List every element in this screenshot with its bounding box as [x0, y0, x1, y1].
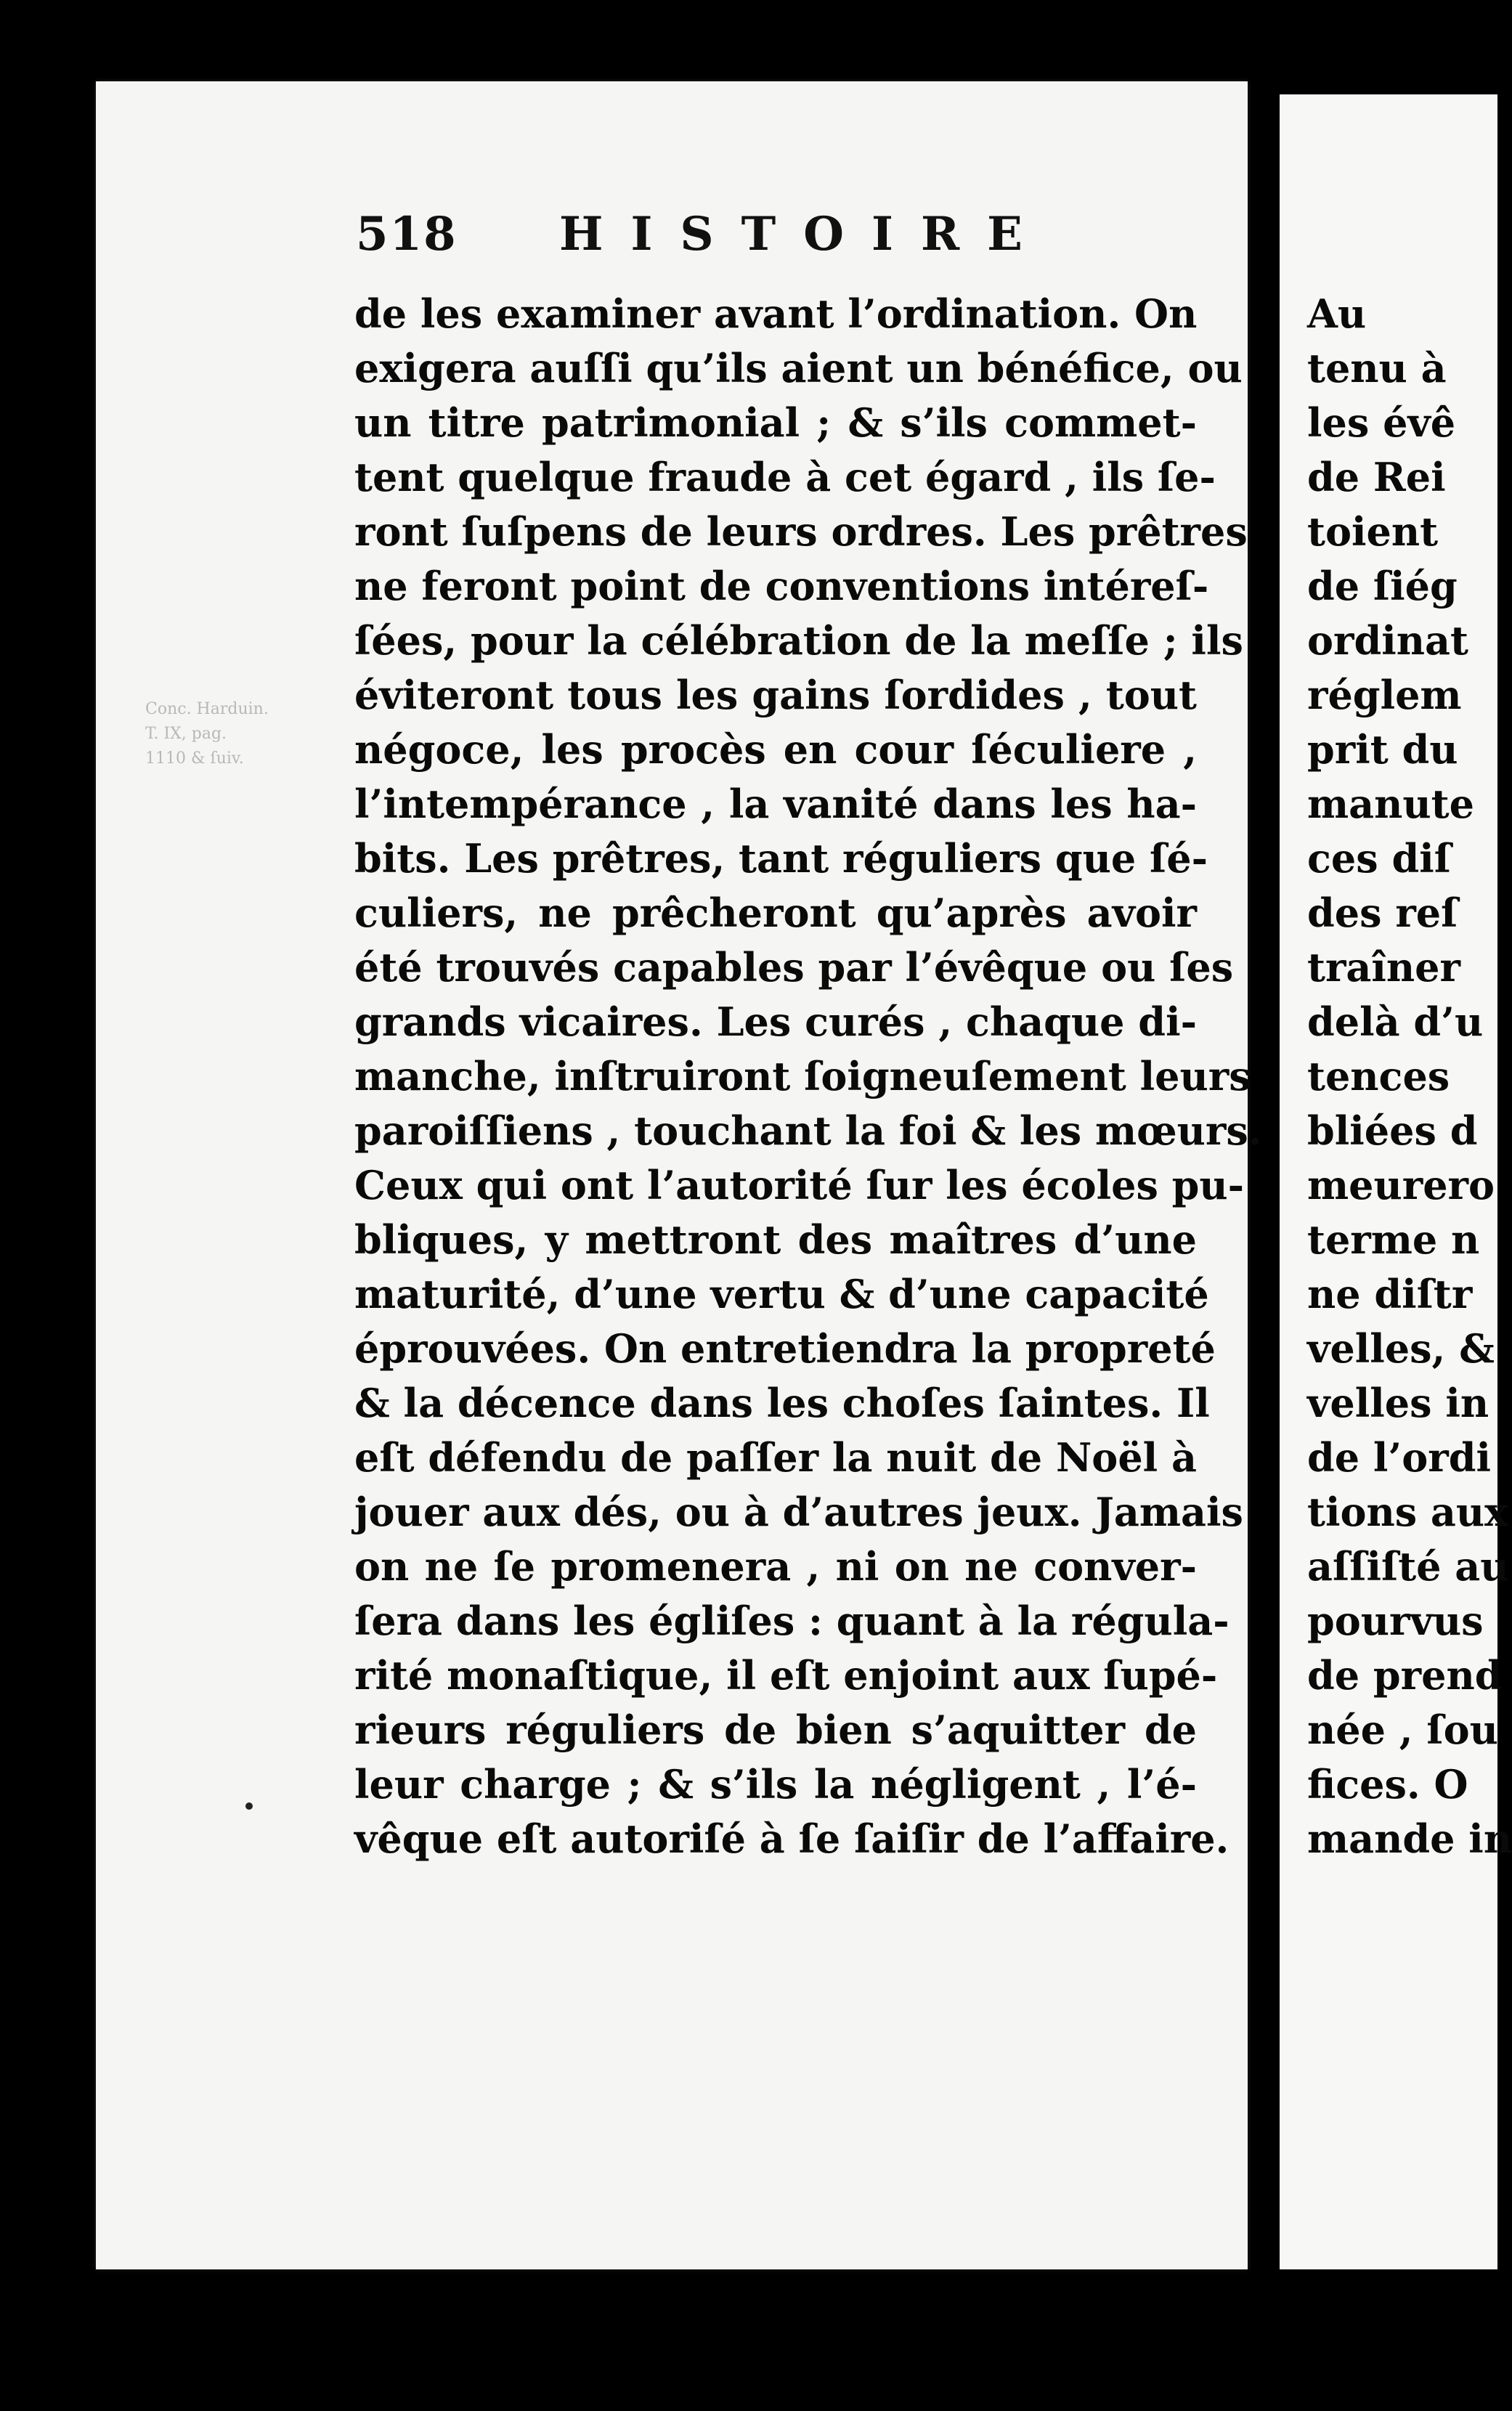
running-head — [356, 207, 1082, 272]
text-line: meurero — [1307, 1162, 1495, 1208]
text-line: leur charge ; & s’ils la négligent , l’é- — [354, 1761, 1197, 1808]
text-line: négoce, les procès en cour ſéculiere , — [354, 726, 1197, 773]
text-line: de Rei — [1307, 454, 1446, 500]
text-line: on ne ſe promenera , ni on ne conver- — [354, 1543, 1197, 1590]
margin-note-line: Conc. Harduin. — [145, 700, 269, 718]
text-line: toient — [1307, 508, 1439, 555]
text-line: rité monaſtique, il eſt enjoint aux ſupé- — [354, 1652, 1218, 1699]
page-title: HISTOIRE — [559, 207, 1050, 261]
text-line: éprouvées. On entretiendra la propreté — [354, 1325, 1216, 1372]
text-line: manute — [1307, 781, 1474, 827]
text-line: velles in — [1307, 1380, 1489, 1426]
text-line: manche, inſtruiront ſoigneuſement leurs — [354, 1053, 1251, 1099]
text-line: de prend — [1307, 1652, 1503, 1699]
text-line: vêque eſt autoriſé à ſe ſaiſir de l’affaire. — [354, 1816, 1229, 1862]
text-line: éviteront tous les gains ſordides , tout — [354, 672, 1197, 718]
text-line: eſt défendu de paſſer la nuit de Noël à — [354, 1434, 1197, 1481]
text-line: velles, & — [1307, 1325, 1495, 1372]
text-line: rieurs réguliers de bien s’aquitter de — [354, 1707, 1197, 1753]
text-line: un titre patrimonial ; & s’ils commet- — [354, 399, 1197, 446]
text-line: tenu à — [1307, 345, 1447, 391]
text-line: de l’ordi — [1307, 1434, 1491, 1481]
text-line: l’intempérance , la vanité dans les ha- — [354, 781, 1197, 827]
margin-note-line: T. IX, pag. — [145, 725, 227, 743]
text-line: ces diſ — [1307, 835, 1451, 882]
text-line: Au — [1307, 290, 1367, 337]
text-line: bits. Les prêtres, tant réguliers que ſé- — [354, 835, 1208, 882]
text-line: des reſ — [1307, 890, 1458, 936]
text-line: tions aux — [1307, 1489, 1508, 1535]
text-line: de ſiég — [1307, 563, 1458, 609]
text-line: tent quelque fraude à cet égard , ils ſe- — [354, 454, 1216, 500]
text-line: mande in — [1307, 1816, 1512, 1862]
text-line: traîner — [1307, 944, 1460, 991]
text-line: maturité, d’une vertu & d’une capacité — [354, 1271, 1209, 1317]
text-line: jouer aux dés, ou à d’autres jeux. Jamais — [354, 1489, 1243, 1535]
text-line: culiers, ne prêcheront qu’après avoir — [354, 890, 1197, 936]
text-line: delà d’u — [1307, 999, 1484, 1045]
text-line: aſſiſté au — [1307, 1543, 1509, 1590]
text-line: ne diſtr — [1307, 1271, 1473, 1317]
text-line: terme n — [1307, 1216, 1480, 1263]
text-line: ne feront point de conventions intéreſ- — [354, 563, 1209, 609]
text-line: bliques, y mettront des maîtres d’une — [354, 1216, 1197, 1263]
margin-note — [145, 697, 327, 771]
text-line: née , ſou — [1307, 1707, 1498, 1753]
text-line: les évê — [1307, 399, 1456, 446]
text-line: paroiſſiens , touchant la foi & les mœurs. — [354, 1107, 1262, 1154]
text-line: fices. O — [1307, 1761, 1468, 1808]
text-line: été trouvés capables par l’évêque ou ſes — [354, 944, 1234, 991]
ink-dot — [245, 1802, 253, 1810]
text-line: ront ſuſpens de leurs ordres. Les prêtres — [354, 508, 1248, 555]
right-page-body-text — [1307, 287, 1512, 1866]
text-line: tences — [1307, 1053, 1450, 1099]
text-line: exigera auſſi qu’ils aient un bénéfice, ou — [354, 345, 1243, 391]
text-line: pourvus — [1307, 1598, 1484, 1644]
margin-note-line: 1110 & ſuiv. — [145, 749, 244, 768]
text-line: grands vicaires. Les curés , chaque di- — [354, 999, 1197, 1045]
text-line: réglem — [1307, 672, 1462, 718]
text-line: bliées d — [1307, 1107, 1478, 1154]
text-line: ſées, pour la célébration de la meſſe ; ils — [354, 617, 1243, 664]
text-line: ordinat — [1307, 617, 1468, 664]
text-line: ſera dans les égliſes : quant à la régula- — [354, 1598, 1229, 1644]
text-line: Ceux qui ont l’autorité ſur les écoles pu- — [354, 1162, 1245, 1208]
text-line: & la décence dans les choſes ſaintes. Il — [354, 1380, 1210, 1426]
text-line: de les examiner avant l’ordination. On — [354, 290, 1198, 337]
left-page-body-text — [354, 287, 1262, 1866]
text-line: prit du — [1307, 726, 1458, 773]
page-number: 518 — [356, 207, 458, 261]
